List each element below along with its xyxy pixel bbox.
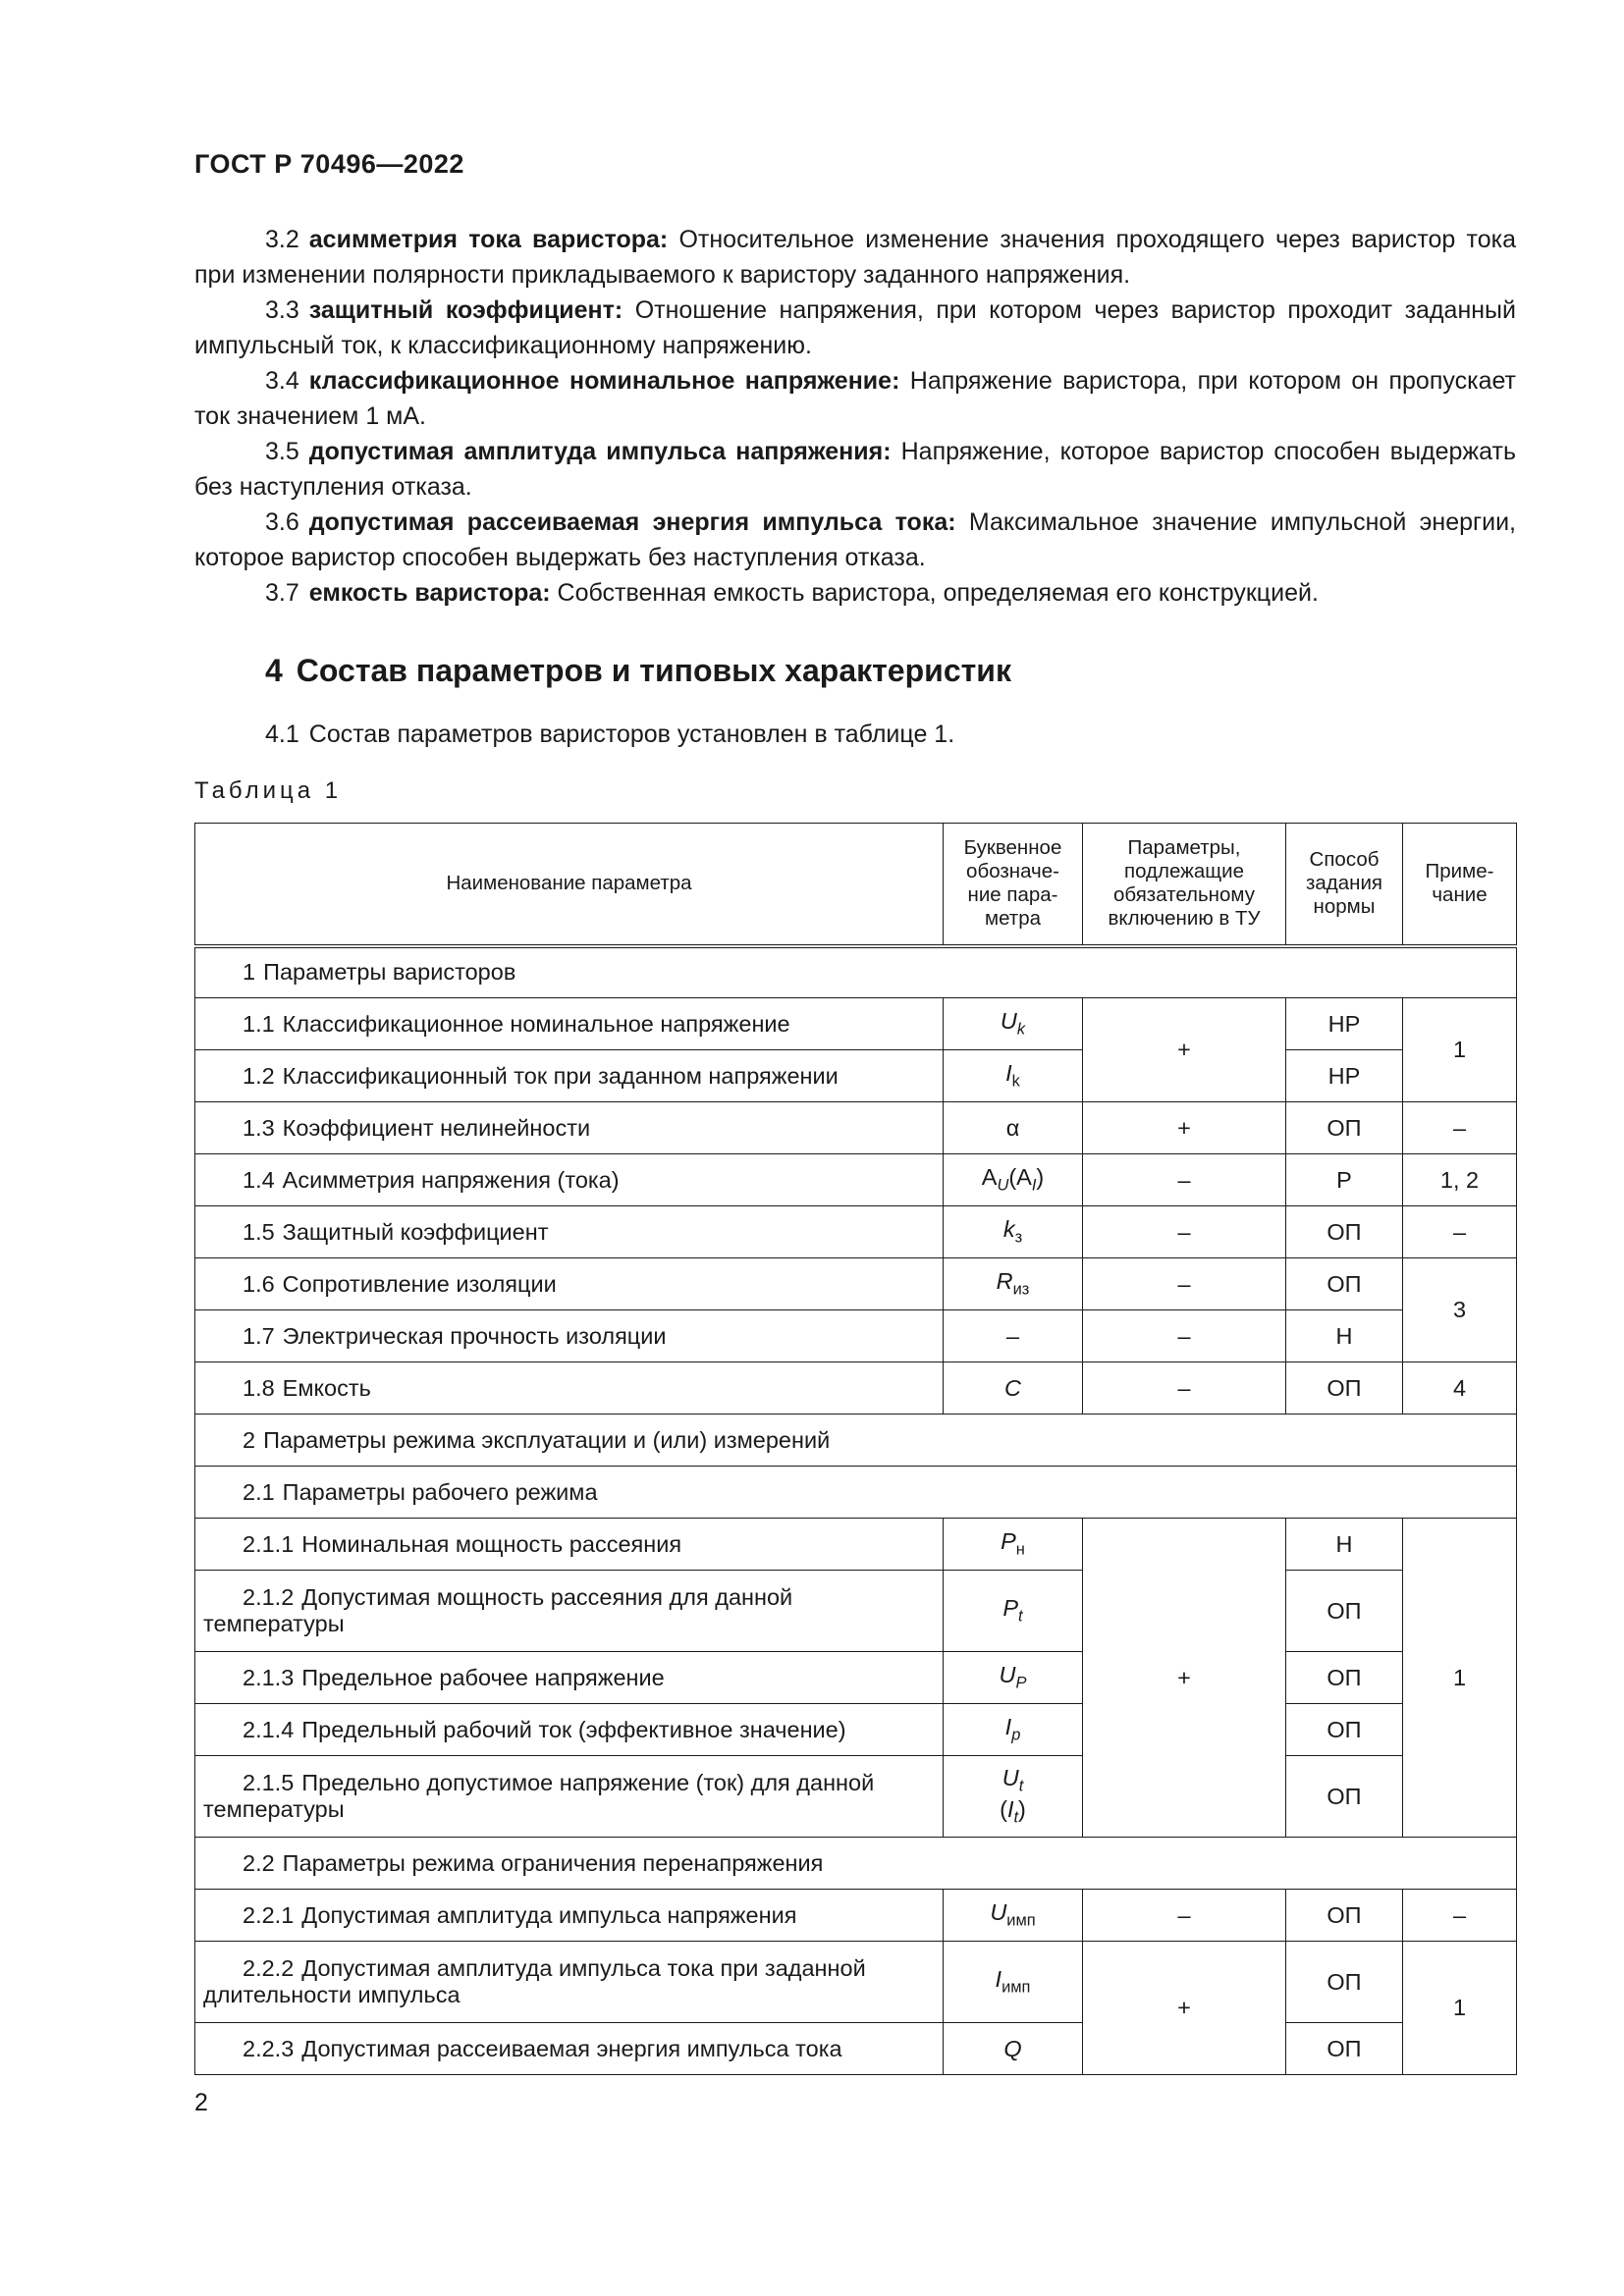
param-symbol [944,998,1083,1050]
param-name [195,1704,944,1756]
definition-number: 3.6 [265,508,299,536]
param-mandatory: – [1083,1206,1286,1258]
header-line: ние пара- [967,883,1058,907]
param-symbol [944,1942,1083,2023]
definition-text: Относительное изменение значения проходящего через варистор тока при изменении полярности прикладываемого к варистору заданного напряжения. [194,226,1517,289]
param-symbol [944,1154,1083,1206]
table-row [195,1258,1517,1310]
symbol-subscript: н [1015,1540,1025,1559]
symbol-bracket: ) [1036,1164,1045,1191]
param-name [195,1050,944,1102]
definition-number: 3.7 [265,579,299,607]
param-mandatory: – [1083,1258,1286,1310]
header-line: задания [1305,872,1383,895]
param-name [195,2023,944,2075]
table-row [195,1756,1517,1838]
symbol-subscript: I [1031,1176,1037,1195]
definition-3-2 [194,222,1516,293]
header-mandatory [1083,824,1286,946]
param-symbol [944,1704,1083,1756]
table-row [195,1942,1517,2023]
table-group-row [195,1467,1517,1519]
param-mandatory: – [1083,1890,1286,1942]
header-line: обязательному [1113,883,1255,907]
row-number: 1.8 [243,1374,275,1401]
symbol-subscript: P [1015,1674,1027,1692]
definition-number: 3.4 [265,367,299,395]
row-number: 2.2.1 [243,1901,295,1928]
symbol-subscript: k [1016,1020,1026,1039]
param-method: Р [1286,1154,1403,1206]
table-caption: Таблица 1 [194,777,343,804]
param-symbol: C [944,1362,1083,1415]
param-mandatory: – [1083,1310,1286,1362]
param-method: ОП [1286,1942,1403,2023]
page-number: 2 [194,2089,208,2116]
row-number: 1.4 [243,1166,275,1193]
header-name: Наименование параметра [195,824,944,946]
param-method: ОП [1286,1652,1403,1704]
param-mandatory: – [1083,1362,1286,1415]
param-mandatory: + [1083,998,1286,1102]
param-mandatory: – [1083,1154,1286,1206]
row-label: Классификационное номинальное напряжение [282,1010,790,1037]
param-symbol [944,1519,1083,1571]
param-symbol [944,1258,1083,1310]
definition-3-5 [194,434,1516,505]
param-name [195,1206,944,1258]
header-line: Параметры, [1127,836,1241,860]
row-number: 2.2 [243,1849,275,1876]
param-symbol [944,1890,1083,1942]
param-symbol [944,1756,1083,1838]
table-row [195,1154,1517,1206]
table-row [195,1704,1517,1756]
definition-3-6 [194,505,1516,575]
symbol-subscript: t [1013,1808,1019,1827]
definition-term: асимметрия тока варистора: [308,226,669,253]
symbol-letter: k [1002,1216,1015,1243]
row-label: Номинальная мощность рассеяния [301,1530,682,1557]
row-number: 2.1 [243,1478,275,1505]
table-row [195,1102,1517,1154]
symbol-bracket: ( [1000,1796,1007,1822]
param-method: НР [1286,1050,1403,1102]
param-name [195,1519,944,1571]
param-method: ОП [1286,1704,1403,1756]
param-name [195,1652,944,1704]
row-label: Параметры режима ограничения перенапряжения [282,1849,824,1876]
symbol-letter: (A [1008,1164,1032,1191]
param-note: 1, 2 [1403,1154,1517,1206]
param-method: ОП [1286,1890,1403,1942]
definition-3-3 [194,293,1516,363]
param-symbol [944,1571,1083,1652]
param-name [195,1154,944,1206]
table-row [195,1310,1517,1362]
param-symbol [944,1206,1083,1258]
param-method: ОП [1286,1206,1403,1258]
param-method: ОП [1286,1571,1403,1652]
param-symbol: Q [944,2023,1083,2075]
header-line: чание [1432,883,1488,907]
param-symbol: α [944,1102,1083,1154]
param-note: – [1403,1206,1517,1258]
param-note: 1 [1403,1942,1517,2075]
param-method: ОП [1286,1756,1403,1838]
symbol-letter: P [1002,1595,1019,1622]
row-label: Допустимая мощность рассеяния для данной температуры [203,1584,793,1636]
symbol-subscript: t [1018,1778,1024,1795]
row-number: 1 [243,959,256,986]
row-number: 1.3 [243,1114,275,1141]
row-label: Предельное рабочее напряжение [301,1664,665,1690]
paragraph-4-1 [265,721,954,749]
paragraph-text: Состав параметров варисторов установлен в таблице 1. [308,721,955,748]
param-mandatory: + [1083,1519,1286,1838]
group-name [195,1838,1517,1890]
definition-text: Напряжение варистора, при котором он пропускает ток значением 1 мА. [194,367,1517,430]
param-name [195,1102,944,1154]
paragraph-number: 4.1 [265,721,299,748]
symbol-letter: U [990,1899,1007,1926]
definition-number: 3.2 [265,226,299,253]
header-line: метра [984,907,1041,931]
param-symbol [944,1050,1083,1102]
symbol-subscript: k [1011,1072,1020,1091]
table-row [195,1890,1517,1942]
definition-term: емкость варистора: [308,579,551,607]
header-line: нормы [1313,895,1376,919]
symbol-letter: I [1004,1714,1012,1740]
row-number: 2.1.4 [243,1716,295,1742]
param-mandatory: + [1083,1942,1286,2075]
param-method: НР [1286,998,1403,1050]
row-number: 1.1 [243,1010,275,1037]
symbol-letter: I [1006,1796,1014,1822]
section-number: 4 [265,653,283,688]
row-label: Допустимая амплитуда импульса тока при заданной длительности импульса [203,1955,866,2007]
symbol-subscript: t [1018,1607,1023,1626]
row-number: 2.1.1 [243,1530,295,1557]
symbol-letter: U [999,1662,1016,1688]
parameters-table [194,823,1517,2075]
definition-text: Собственная емкость варистора, определяемая его конструкцией. [557,579,1319,607]
param-method: ОП [1286,1362,1403,1415]
param-symbol [944,1652,1083,1704]
param-name [195,1571,944,1652]
row-label: Допустимая амплитуда импульса напряжения [301,1901,797,1928]
symbol-subscript: з [1014,1228,1023,1247]
row-number: 2.2.3 [243,2035,295,2061]
param-name [195,1258,944,1310]
row-label: Параметры рабочего режима [282,1478,598,1505]
row-label: Предельный рабочий ток (эффективное значение) [301,1716,846,1742]
standard-code: ГОСТ Р 70496—2022 [194,149,464,179]
definition-3-4 [194,363,1516,434]
row-number: 2.1.5 [243,1770,295,1795]
definition-number: 3.3 [265,296,299,324]
table-row [195,1050,1517,1102]
table-row [195,998,1517,1050]
param-method: Н [1286,1519,1403,1571]
row-number: 1.2 [243,1062,275,1089]
row-label: Емкость [282,1374,371,1401]
symbol-subscript: имп [1006,1911,1036,1930]
symbol-letter: I [1005,1060,1012,1087]
param-name [195,998,944,1050]
row-label: Защитный коэффициент [282,1218,549,1245]
param-method: ОП [1286,1258,1403,1310]
definition-text: Максимальное значение импульсной энергии, которое варистор способен выдержать без наступления отказа. [194,508,1516,571]
definition-term: защитный коэффициент: [308,296,623,324]
definition-term: допустимая амплитуда импульса напряжения: [308,438,892,465]
table-row [195,2023,1517,2075]
param-note: 1 [1403,1519,1517,1838]
symbol-subscript: из [1012,1280,1030,1299]
symbol-letter: R [996,1268,1013,1295]
definition-term: допустимая рассеиваемая энергия импульса тока: [308,508,956,536]
table-row [195,1362,1517,1415]
param-name [195,1310,944,1362]
param-note: 4 [1403,1362,1517,1415]
param-name [195,1890,944,1942]
row-label: Коэффициент нелинейности [282,1114,591,1141]
row-label: Предельно допустимое напряжение (ток) для данной температуры [203,1770,875,1822]
definition-3-7 [194,575,1516,611]
symbol-subscript: p [1011,1726,1021,1744]
row-number: 2.1.3 [243,1664,295,1690]
header-symbol [944,824,1083,946]
row-number: 1.5 [243,1218,275,1245]
table-row [195,1519,1517,1571]
param-name [195,1362,944,1415]
row-label: Классификационный ток при заданном напряжении [282,1062,839,1089]
table-row [195,1206,1517,1258]
row-label: Сопротивление изоляции [282,1270,557,1297]
row-number: 2 [243,1426,256,1453]
symbol-subscript: U [997,1176,1009,1195]
row-number: 1.7 [243,1322,275,1349]
header-line: Приме- [1425,860,1494,883]
param-mandatory: + [1083,1102,1286,1154]
symbol-bracket: ) [1018,1796,1026,1822]
param-method: Н [1286,1310,1403,1362]
row-label: Параметры режима эксплуатации и (или) измерений [263,1426,831,1453]
table-row [195,1652,1517,1704]
section-heading [265,653,1011,689]
row-label: Асимметрия напряжения (тока) [282,1166,620,1193]
table-group-row [195,1415,1517,1467]
param-note: – [1403,1102,1517,1154]
definitions-block [194,222,1516,611]
table-group-row [195,946,1517,998]
symbol-letter: P [1001,1528,1016,1555]
header-line: включению в ТУ [1108,907,1261,931]
param-name [195,1942,944,2023]
param-note: – [1403,1890,1517,1942]
symbol-letter: I [995,1966,1002,1993]
symbol-subscript: имп [1001,1978,1031,1997]
param-name [195,1756,944,1838]
header-line: Способ [1309,848,1380,872]
param-method: ОП [1286,1102,1403,1154]
header-line: Буквенное [963,836,1062,860]
param-note: 1 [1403,998,1517,1102]
definition-term: классификационное номинальное напряжение: [308,367,900,395]
definition-text: Отношение напряжения, при котором через варистор проходит заданный импульсный ток, к классификационному напряжению. [194,296,1516,359]
param-symbol: – [944,1310,1083,1362]
symbol-letter: U [1001,1765,1019,1791]
group-name [195,1415,1517,1467]
row-number: 2.2.2 [243,1955,295,1981]
row-number: 1.6 [243,1270,275,1297]
row-label: Параметры варисторов [263,959,516,986]
symbol-letter: A [981,1164,998,1191]
header-line: подлежащие [1124,860,1244,883]
group-name [195,1467,1517,1519]
group-name [195,946,1517,998]
table-group-row [195,1838,1517,1890]
param-method: ОП [1286,2023,1403,2075]
header-note [1403,824,1517,946]
table-header-row [195,824,1517,946]
definition-text: Напряжение, которое варистор способен выдержать без наступления отказа. [194,438,1516,501]
section-title: Состав параметров и типовых характеристик [296,653,1011,688]
symbol-letter: U [1000,1008,1017,1035]
row-number: 2.1.2 [243,1584,295,1610]
header-line: обозначе- [966,860,1059,883]
param-note: 3 [1403,1258,1517,1362]
table-row [195,1571,1517,1652]
header-method [1286,824,1403,946]
definition-number: 3.5 [265,438,299,465]
row-label: Электрическая прочность изоляции [282,1322,667,1349]
row-label: Допустимая рассеиваемая энергия импульса тока [301,2035,842,2061]
